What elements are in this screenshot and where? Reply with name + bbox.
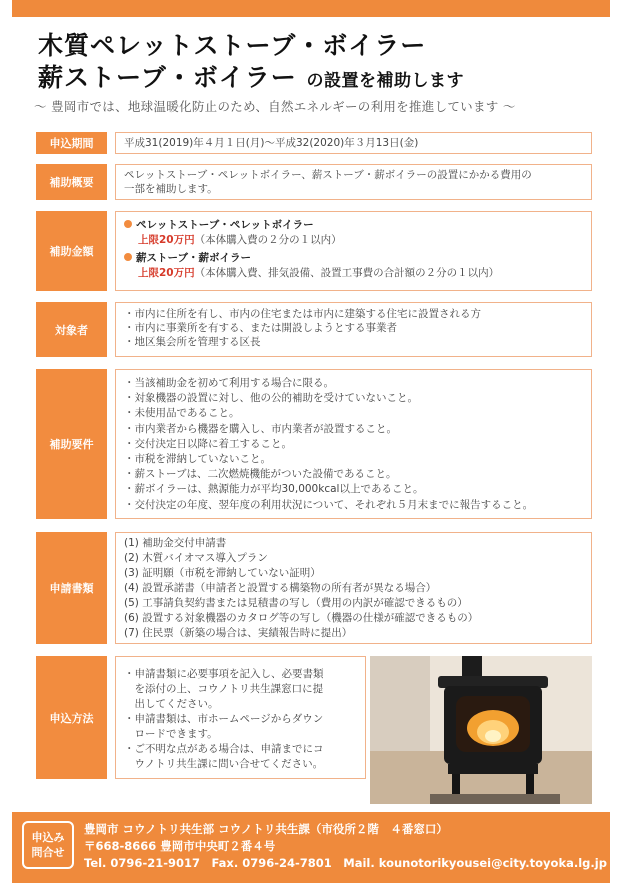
text-line: (3) 証明願（市税を滞納していない証明） xyxy=(124,567,321,579)
footer-office: 豊岡市 コウノトリ共生部 コウノトリ共生課（市役所２階 ４番窓口） xyxy=(84,822,448,836)
amount-wood-heading: 薪ストーブ・薪ボイラー xyxy=(124,251,583,266)
text-line: 一部を補助します。 xyxy=(124,183,218,195)
text-line: ・申請書類は、市ホームページからダウン xyxy=(124,713,324,725)
text-line: ・薪ボイラーは、熱源能力が平均30,000kcal以上であること。 xyxy=(124,483,424,496)
amount-wood-detail xyxy=(124,266,583,281)
text-line: を添付の上、コウノトリ共生課窓口に提 xyxy=(124,683,324,695)
contact-badge xyxy=(22,821,74,869)
text-line: ・地区集会所を管理する区長 xyxy=(124,336,261,348)
amount-note: （本体購入費、排気設備、設置工事費の合計額の２分の１以内） xyxy=(194,267,500,279)
section-content xyxy=(115,164,592,200)
text-line: ・対象機器の設置に対し、他の公的補助を受けていないこと。 xyxy=(124,392,418,405)
text-line: (7) 住民票（新築の場合は、実績報告時に提出） xyxy=(124,627,353,639)
bullet-dot-icon xyxy=(124,220,132,228)
section-amount xyxy=(36,211,592,291)
section-overview xyxy=(36,164,592,200)
section-content xyxy=(115,369,592,519)
section-label: 補助金額 xyxy=(36,211,107,291)
footer-contact-info: Tel. 0796-21-9017 Fax. 0796-24-7801 Mail. kounotorikyousei@city.toyoka.lg.jp xyxy=(84,856,607,870)
period-text: 平成31(2019)年４月１日(月)〜平成32(2020)年３月13日(金) xyxy=(124,137,419,149)
section-method xyxy=(36,656,366,779)
wood-stove-photo xyxy=(370,656,592,804)
contact-badge-line: 問合せ xyxy=(31,846,65,859)
title-line-2-main: 薪ストーブ・ボイラー xyxy=(38,63,297,92)
text-line: ・交付決定の年度、翌年度の利用状況について、それぞれ５月末までに報告すること。 xyxy=(124,498,534,511)
section-label: 申込期間 xyxy=(36,132,107,154)
text-line: 出してください。 xyxy=(124,698,219,710)
title-line-2 xyxy=(38,58,464,94)
text-line: ・交付決定日以降に着工すること。 xyxy=(124,437,292,450)
text-line: ・申請書類に必要事項を記入し、必要書類 xyxy=(124,668,324,680)
text-line: (6) 設置する対象機器のカタログ等の写し（機器の仕様が確認できるもの） xyxy=(124,612,479,624)
title-line-2-suffix: の設置を補助します xyxy=(306,71,464,91)
text-line: ・市内に事業所を有する、または開設しようとする事業者 xyxy=(124,322,397,334)
section-requirements xyxy=(36,369,592,519)
section-label: 補助概要 xyxy=(36,164,107,200)
text-line: ウノトリ共生課に問い合せてください。 xyxy=(124,758,324,770)
text-line: (1) 補助金交付申請書 xyxy=(124,537,227,549)
amount-limit: 上限20万円 xyxy=(138,267,195,279)
top-accent-bar xyxy=(12,0,610,17)
text-line: ・市税を滞納していないこと。 xyxy=(124,453,271,466)
amount-pellet-detail xyxy=(124,233,583,248)
section-eligible xyxy=(36,302,592,357)
footer-address: 〒668-8666 豊岡市中央町２番４号 xyxy=(84,839,276,853)
section-content xyxy=(115,656,366,779)
bullet-dot-icon xyxy=(124,253,132,261)
footer-contact xyxy=(12,812,610,883)
text-line: (4) 設置承諾書（申請者と設置する構築物の所有者が異なる場合） xyxy=(124,582,437,594)
section-documents xyxy=(36,532,592,644)
amount-pellet-heading: ペレットストーブ・ペレットボイラー xyxy=(124,218,583,233)
section-label: 対象者 xyxy=(36,302,107,357)
wood-stove-icon xyxy=(370,656,592,804)
text-line: ・未使用品であること。 xyxy=(124,407,240,420)
section-period xyxy=(36,132,592,154)
text-line: ペレットストーブ・ペレットボイラー、薪ストーブ・薪ボイラーの設置にかかる費用の xyxy=(124,169,532,181)
section-content xyxy=(115,132,592,154)
section-label: 申請書類 xyxy=(36,532,107,644)
text-line: ・薪ストーブは、二次燃焼機能がついた設備であること。 xyxy=(124,468,397,481)
subtitle: ～ 豊岡市では、地球温暖化防止のため、自然エネルギーの利用を推進しています ～ xyxy=(34,99,516,114)
section-content xyxy=(115,211,592,291)
title-line-1: 木質ペレットストーブ・ボイラー xyxy=(38,31,427,60)
section-label: 申込方法 xyxy=(36,656,107,779)
section-content xyxy=(115,302,592,357)
contact-badge-line: 申込み xyxy=(31,831,65,844)
text-line: ・当該補助金を初めて利用する場合に限る。 xyxy=(124,377,334,389)
text-line: (5) 工事請負契約書または見積書の写し（費用の内訳が確認できるもの） xyxy=(124,597,468,609)
text-line: (2) 木質バイオマス導入プラン xyxy=(124,552,268,564)
text-line: ・市内に住所を有し、市内の住宅または市内に建築する住宅に設置される方 xyxy=(124,308,481,320)
amount-limit: 上限20万円 xyxy=(138,234,195,246)
section-label: 補助要件 xyxy=(36,369,107,519)
section-content xyxy=(115,532,592,644)
amount-note: （本体購入費の２分の１以内） xyxy=(194,234,342,246)
text-line: ・ご不明な点がある場合は、申請までにコ xyxy=(124,743,324,755)
text-line: ・市内業者から機器を購入し、市内業者が設置すること。 xyxy=(124,422,397,435)
text-line: ロードできます。 xyxy=(124,728,218,740)
